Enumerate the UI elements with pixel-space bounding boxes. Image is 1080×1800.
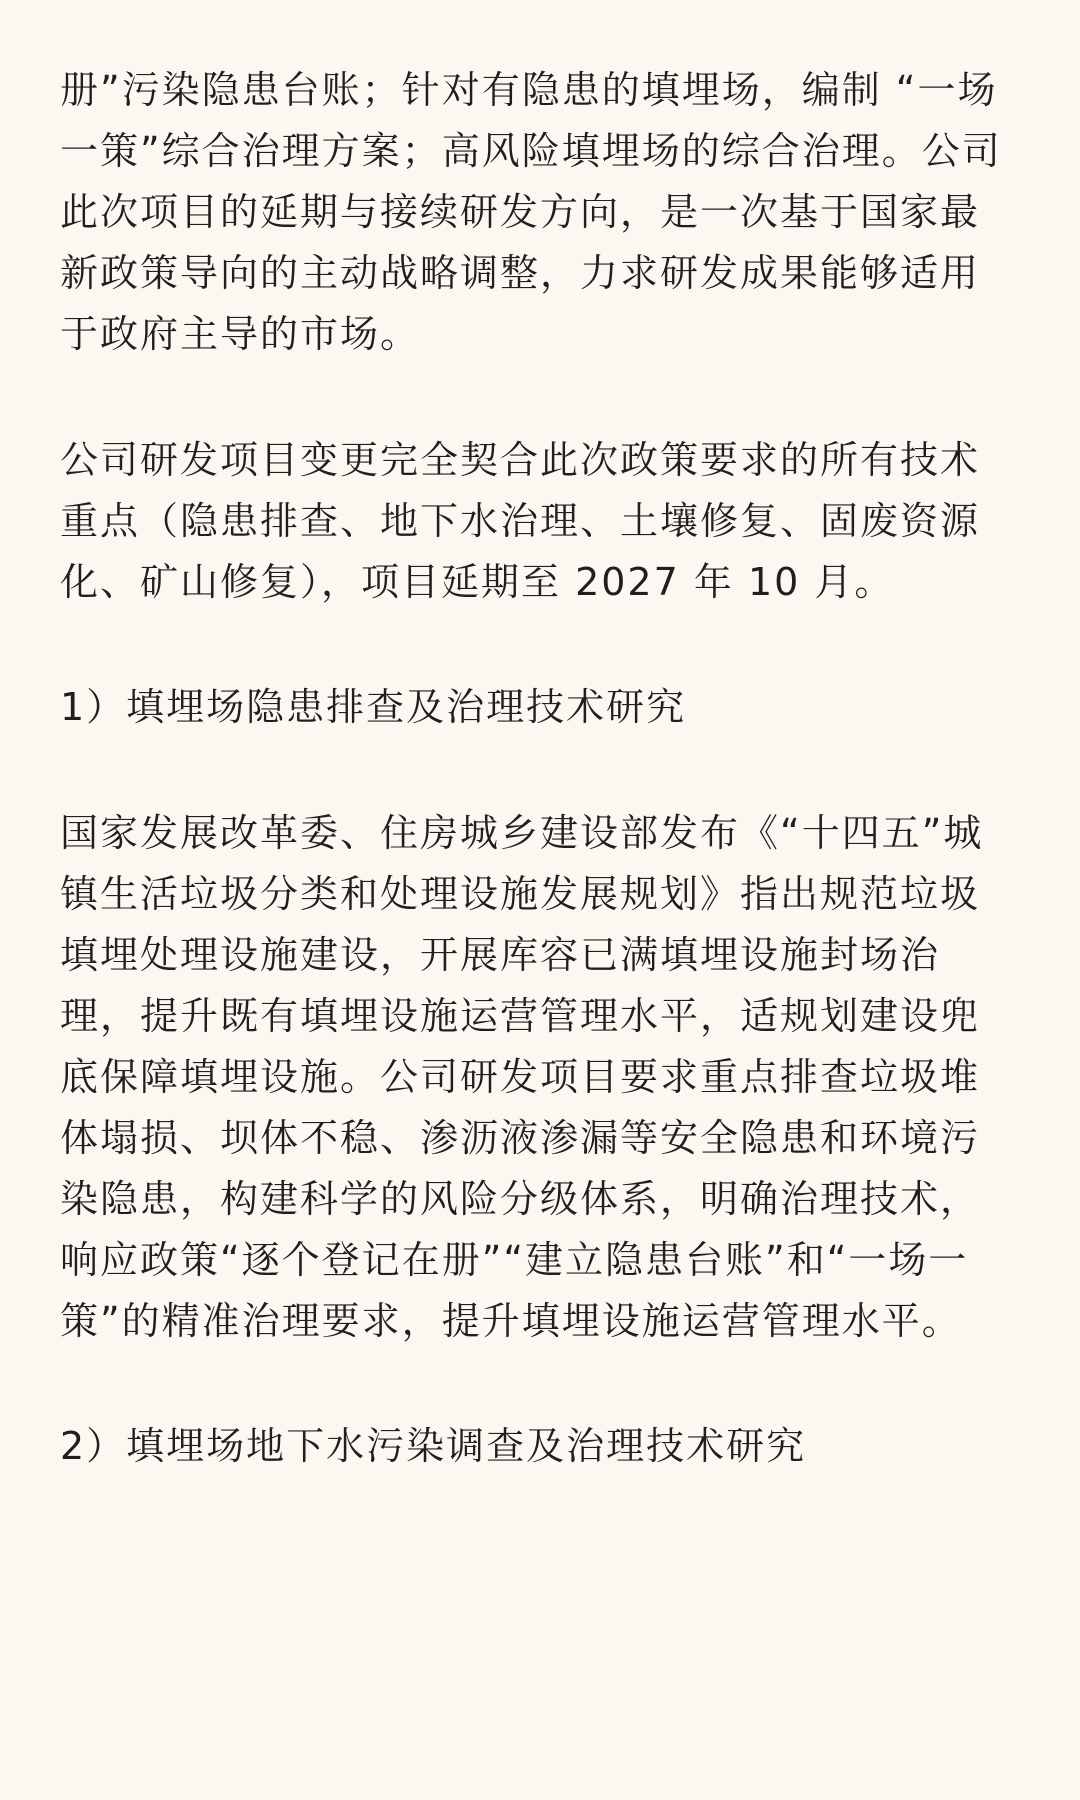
paragraph-line: 体塌损、坝体不稳、渗沥液渗漏等安全隐患和环境污 xyxy=(60,1116,981,1160)
paragraph-line: 新政策导向的主动战略调整，力求研发成果能够适用 xyxy=(60,251,981,295)
paragraph-line: 镇生活垃圾分类和处理设施发展规划》指出规范垃圾 xyxy=(60,872,981,916)
paragraph-line: 理，提升既有填埋设施运营管理水平，适规划建设兜 xyxy=(60,994,981,1038)
section-heading-1: 1）填埋场隐患排查及治理技术研究 xyxy=(60,685,687,729)
paragraph-line: 一策”综合治理方案；高风险填埋场的综合治理。公司 xyxy=(60,129,1002,173)
section-heading-2: 2）填埋场地下水污染调查及治理技术研究 xyxy=(60,1424,807,1468)
paragraph-line: 填埋处理设施建设，开展库容已满填埋设施封场治 xyxy=(60,933,941,977)
paragraph-policy-adjustment xyxy=(60,60,1020,365)
paragraph-line: 底保障填埋设施。公司研发项目要求重点排查垃圾堆 xyxy=(60,1055,981,1099)
paragraph-line: 国家发展改革委、住房城乡建设部发布《“十四五”城 xyxy=(60,811,984,855)
paragraph-line: 响应政策“逐个登记在册”“建立隐患台账”和“一场一 xyxy=(60,1238,969,1282)
paragraph-line: 册”污染隐患台账；针对有隐患的填埋场，编制 “一场 xyxy=(60,68,998,112)
paragraph-line: 重点（隐患排查、地下水治理、土壤修复、固废资源 xyxy=(60,499,981,543)
paragraph-line: 公司研发项目变更完全契合此次政策要求的所有技术 xyxy=(60,438,981,482)
paragraph-project-change xyxy=(60,430,1020,613)
paragraph-line: 化、矿山修复），项目延期至 2027 年 10 月。 xyxy=(60,560,895,604)
paragraph-line: 此次项目的延期与接续研发方向，是一次基于国家最 xyxy=(60,190,981,234)
paragraph-landfill-hazard xyxy=(60,803,1020,1352)
paragraph-line: 策”的精准治理要求，提升填埋设施运营管理水平。 xyxy=(60,1299,962,1343)
paragraph-line: 染隐患，构建科学的风险分级体系，明确治理技术， xyxy=(60,1177,981,1221)
paragraph-line: 于政府主导的市场。 xyxy=(60,312,421,356)
